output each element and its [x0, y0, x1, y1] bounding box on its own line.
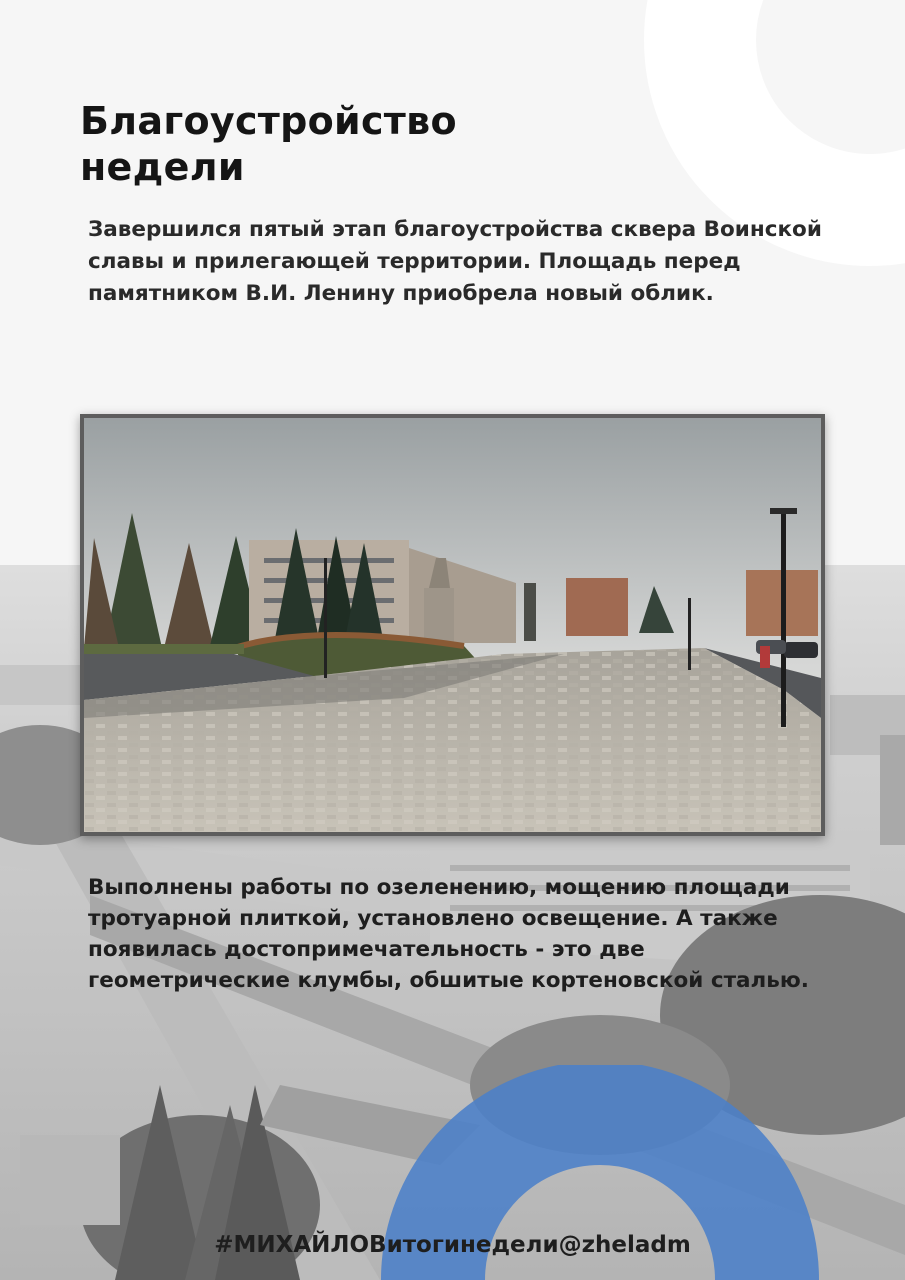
lead-paragraph: Завершился пятый этап благоустройства сквера Воинской славы и прилегающей территории. Площадь перед памятником В.И. Ленину приобрела новый облик. [88, 217, 822, 306]
square-photo [80, 414, 825, 836]
body-paragraph: Выполнены работы по озеленению, мощению площади тротуарной плиткой, установлено освещение. А также появилась достопримечательность - это две геометрические клумбы, обшитые кортеновской сталью. [88, 875, 809, 993]
page-title: Благоустройство недели [80, 99, 457, 189]
hashtag: #МИХАЙЛОВитогинедели@zheladm [214, 1232, 691, 1258]
